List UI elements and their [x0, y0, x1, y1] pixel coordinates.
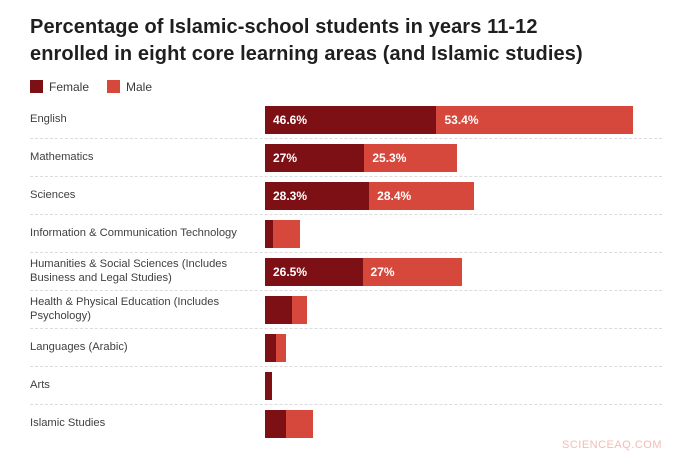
bar-track — [265, 106, 633, 134]
bar-track — [265, 372, 633, 400]
bar-track — [265, 220, 633, 248]
female-value-label: 27% — [273, 150, 298, 165]
female-bar-segment — [265, 258, 363, 286]
male-bar-segment — [276, 334, 286, 362]
female-bar-segment — [265, 106, 436, 134]
category-label: Sciences — [30, 188, 76, 201]
male-value-label: 53.4% — [444, 112, 479, 127]
bar-track — [265, 144, 633, 172]
category-label: Islamic Studies — [30, 417, 106, 430]
chart-row-humanities — [30, 253, 662, 291]
legend-label-male: Male — [126, 79, 153, 94]
female-bar-segment — [265, 144, 364, 172]
bar-chart — [30, 101, 662, 443]
category-label: English — [30, 112, 67, 125]
male-bar-segment — [369, 182, 474, 210]
legend-item-male — [107, 80, 152, 94]
legend-item-female — [30, 80, 89, 94]
chart-row-mathematics — [30, 139, 662, 177]
bar-track — [265, 258, 633, 286]
category-label: Health & Physical Education (Includes Psychology) — [30, 296, 220, 322]
chart-row-english — [30, 101, 662, 139]
category-label: Humanities & Social Sciences (Includes Business and Legal Studies) — [30, 258, 228, 284]
male-bar-segment — [363, 258, 462, 286]
chart-row-ict — [30, 215, 662, 253]
male-value-label: 28.4% — [377, 188, 412, 203]
female-value-label: 26.5% — [273, 264, 308, 279]
female-bar-segment — [265, 334, 276, 362]
female-value-label: 28.3% — [273, 188, 308, 203]
female-bar-segment — [265, 220, 273, 248]
male-value-label: 25.3% — [372, 150, 407, 165]
male-bar-segment — [436, 106, 633, 134]
male-value-label: 27% — [370, 264, 395, 279]
bar-track — [265, 410, 633, 438]
category-label: Information & Communication Technology — [30, 226, 237, 239]
male-bar-segment — [286, 410, 313, 438]
bar-track — [265, 334, 633, 362]
female-swatch-icon — [30, 80, 43, 93]
watermark: SCIENCEAQ.COM — [561, 439, 662, 451]
legend — [30, 79, 662, 94]
chart-row-health-pe — [30, 291, 662, 329]
male-bar-segment — [292, 296, 307, 324]
chart-row-languages-arabic — [30, 329, 662, 367]
category-label: Arts — [30, 378, 50, 391]
female-bar-segment — [265, 410, 286, 438]
male-bar-segment — [364, 144, 457, 172]
chart-title-line1: Percentage of Islamic-school students in years 11-12 — [30, 16, 538, 38]
female-bar-segment — [265, 182, 369, 210]
legend-label-female: Female — [49, 79, 90, 94]
chart-row-islamic-studies — [30, 405, 662, 443]
female-value-label: 46.6% — [273, 112, 308, 127]
bar-track — [265, 296, 633, 324]
chart-row-arts — [30, 367, 662, 405]
chart-row-sciences — [30, 177, 662, 215]
category-label: Languages (Arabic) — [30, 340, 128, 353]
female-bar-segment — [265, 372, 272, 400]
bar-track — [265, 182, 633, 210]
chart-title — [30, 14, 662, 68]
category-label: Mathematics — [30, 150, 94, 163]
chart-title-line2: enrolled in eight core learning areas (and Islamic studies) — [30, 43, 583, 65]
male-bar-segment — [273, 220, 299, 248]
male-swatch-icon — [107, 80, 120, 93]
female-bar-segment — [265, 296, 292, 324]
